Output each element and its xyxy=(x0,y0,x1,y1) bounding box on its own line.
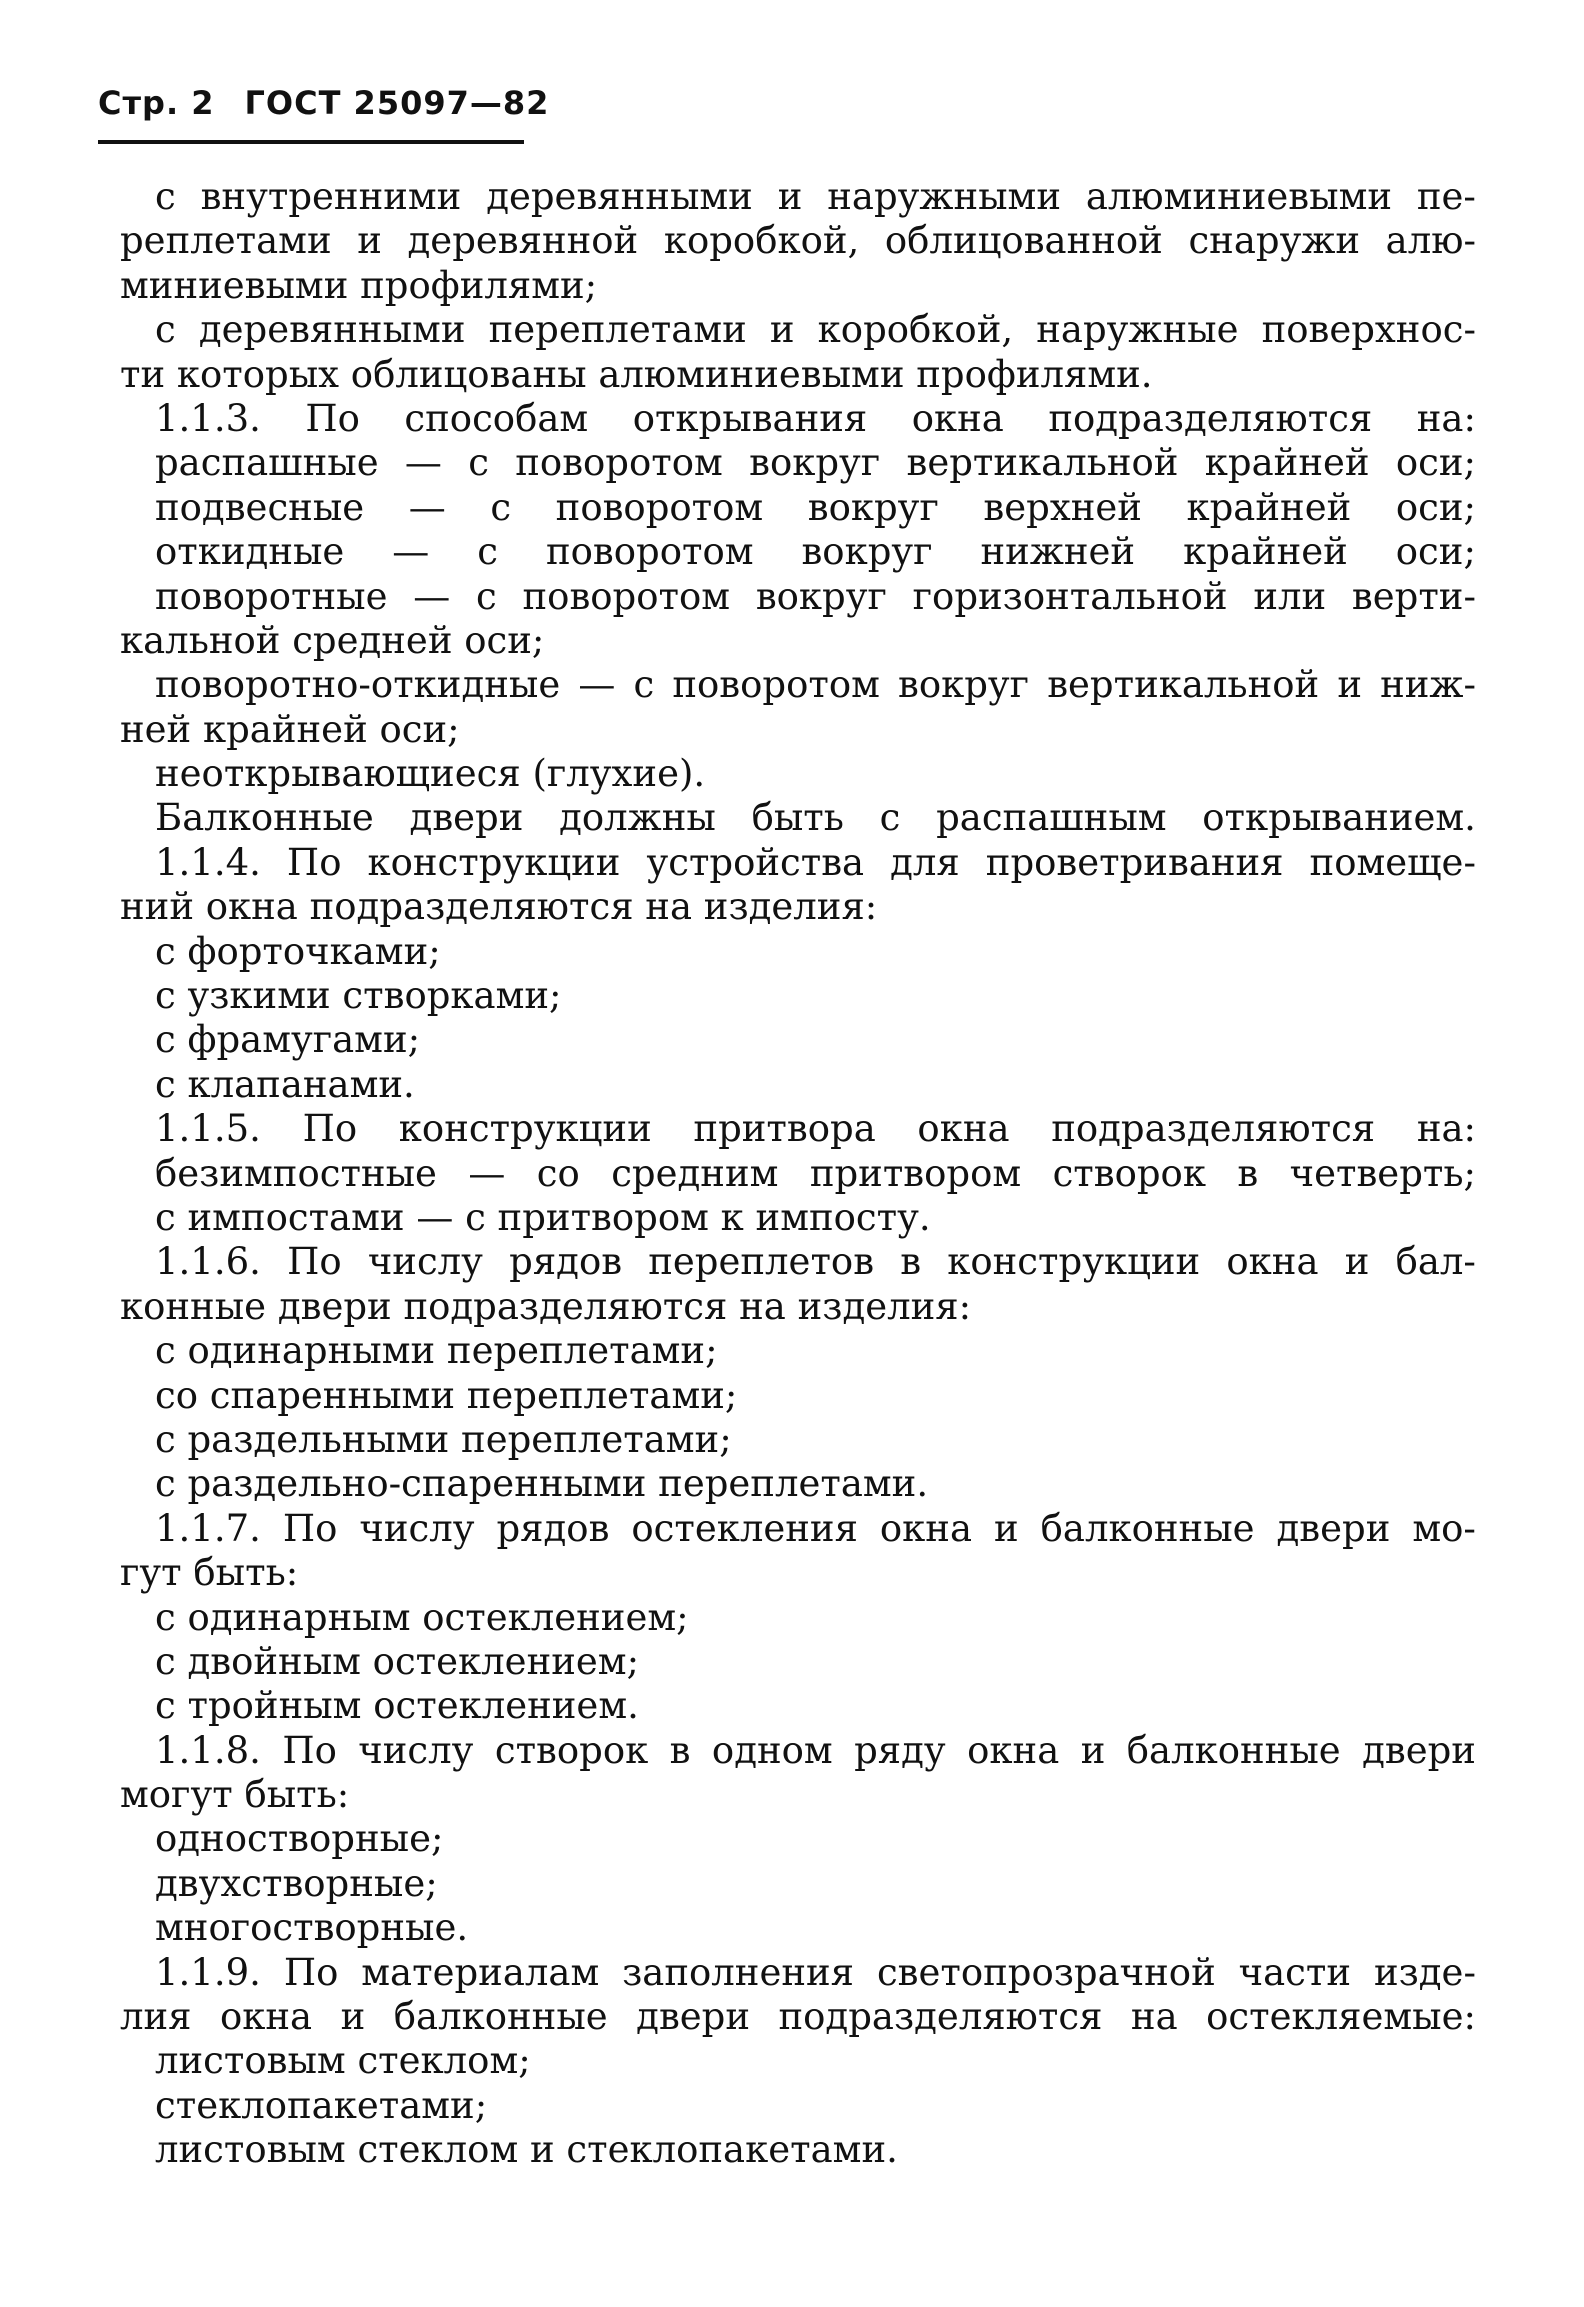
word: оси; xyxy=(1395,530,1476,574)
text-line: листовым стеклом; xyxy=(155,2039,531,2083)
word: — xyxy=(408,485,446,529)
text-line xyxy=(120,441,1476,485)
word: окна xyxy=(911,396,1004,440)
word: остекления xyxy=(631,1506,858,1550)
word: снаружи xyxy=(1188,219,1361,263)
word: балконные xyxy=(1040,1506,1255,1550)
word: с xyxy=(477,530,498,574)
word: подразделяются xyxy=(778,1995,1103,2039)
text-line: ней крайней оси; xyxy=(120,707,460,751)
word: вертикальной xyxy=(1047,663,1320,707)
text-line xyxy=(120,397,1476,441)
word: поворотом xyxy=(545,530,754,574)
word: алю- xyxy=(1385,219,1476,263)
word: или xyxy=(1253,574,1327,618)
word: светопрозрачной xyxy=(876,1950,1216,1994)
text-line xyxy=(120,486,1476,530)
text-line: ти которых облицованы алюминиевыми профилями. xyxy=(120,352,1153,396)
text-line xyxy=(120,308,1476,352)
header-underline xyxy=(98,140,524,144)
text-line xyxy=(120,175,1476,219)
text-line: листовым стеклом и стеклопакетами. xyxy=(155,2128,898,2172)
word: бал- xyxy=(1395,1240,1476,1284)
page-header xyxy=(98,84,549,122)
word: вокруг xyxy=(801,530,933,574)
word: оси; xyxy=(1395,441,1476,485)
word: створок xyxy=(494,1728,649,1772)
word: должны xyxy=(559,796,716,840)
word: способам xyxy=(404,396,589,440)
text-line xyxy=(120,575,1476,619)
word: оси; xyxy=(1395,485,1476,529)
text-line: с одинарными переплетами; xyxy=(155,1329,718,1373)
text-line: со спаренными переплетами; xyxy=(155,1373,738,1417)
word: в xyxy=(1237,1151,1259,1195)
word: притвора xyxy=(693,1107,876,1151)
text-line xyxy=(120,1729,1476,1773)
word: двери xyxy=(1362,1728,1476,1772)
word: поворотом xyxy=(515,441,723,485)
word: — xyxy=(392,530,430,574)
word: и xyxy=(769,308,795,352)
word: и xyxy=(777,175,803,218)
text-line: с раздельно-спаренными переплетами. xyxy=(155,1462,929,1506)
text-line: стеклопакетами; xyxy=(155,2083,488,2127)
word: — xyxy=(413,574,451,618)
text-line: с двойным остеклением; xyxy=(155,1639,640,1683)
word: окна xyxy=(220,1995,313,2039)
word: балконные xyxy=(1126,1728,1341,1772)
word: открыванием. xyxy=(1202,796,1476,840)
word: деревянными xyxy=(198,308,466,352)
word: проветривания xyxy=(985,840,1284,884)
text-line xyxy=(120,663,1476,707)
word: поворотно-откидные xyxy=(155,663,561,707)
text-line: одностворные; xyxy=(155,1817,444,1861)
word: — xyxy=(578,663,616,707)
text-line xyxy=(120,1107,1476,1151)
text-line: кальной средней оси; xyxy=(120,618,545,662)
word: рядов xyxy=(509,1240,623,1284)
word: 1.1.5. xyxy=(155,1107,261,1151)
word: 1.1.9. xyxy=(155,1950,261,1994)
word: коробкой, xyxy=(663,219,860,263)
word: 1.1.6. xyxy=(155,1240,261,1284)
word: наружными xyxy=(827,175,1061,218)
word: облицованной xyxy=(884,219,1163,263)
word: крайней xyxy=(1186,485,1352,529)
word: числу xyxy=(359,1506,475,1550)
text-line: с тройным остеклением. xyxy=(155,1684,639,1728)
text-line: гут быть: xyxy=(120,1551,299,1595)
text-line xyxy=(120,1507,1476,1551)
word: откидные xyxy=(155,530,345,574)
text-line xyxy=(120,1951,1476,1995)
word: безимпостные xyxy=(155,1151,437,1195)
word: переплетами xyxy=(488,308,747,352)
word: подразделяются xyxy=(1048,396,1373,440)
text-line: многостворные. xyxy=(155,1906,469,1950)
text-line xyxy=(120,841,1476,885)
text-line: с импостами — с притвором к импосту. xyxy=(155,1195,931,1239)
word: 1.1.7. xyxy=(155,1506,261,1550)
text-line: ний окна подразделяются на изделия: xyxy=(120,885,878,929)
word: 1.1.4. xyxy=(155,840,261,884)
word: лия xyxy=(120,1995,192,2039)
word: внутренними xyxy=(200,175,462,218)
word: устройства xyxy=(646,840,865,884)
word: вокруг xyxy=(755,574,887,618)
word: со xyxy=(536,1151,580,1195)
word: с xyxy=(633,663,655,707)
word: и xyxy=(1337,663,1362,707)
word: поворотные xyxy=(155,574,388,618)
word: помеще- xyxy=(1309,840,1476,884)
text-line: с раздельными переплетами; xyxy=(155,1417,732,1461)
text-line: с фрамугами; xyxy=(155,1018,421,1062)
word: окна xyxy=(967,1728,1060,1772)
text-line xyxy=(120,1152,1476,1196)
word: вокруг xyxy=(807,485,939,529)
word: конструкции xyxy=(367,840,621,884)
word: ряду xyxy=(854,1728,946,1772)
word: с xyxy=(155,175,176,218)
text-line: могут быть: xyxy=(120,1773,350,1817)
word: вертикальной xyxy=(906,441,1179,485)
word: четверть; xyxy=(1289,1151,1476,1195)
text-line: с форточками; xyxy=(155,929,441,973)
word: заполнения xyxy=(622,1950,855,1994)
word: По xyxy=(282,1506,338,1550)
word: в xyxy=(900,1240,922,1284)
word: с xyxy=(476,574,497,618)
word: нижней xyxy=(980,530,1136,574)
word: распашным xyxy=(936,796,1167,840)
text-line xyxy=(120,219,1476,263)
word: По xyxy=(305,396,360,440)
word: окна xyxy=(1226,1240,1319,1284)
word: подвесные xyxy=(155,485,365,529)
word: для xyxy=(890,840,960,884)
word: изде- xyxy=(1373,1950,1476,1994)
word: деревянными xyxy=(486,175,753,218)
word: числу xyxy=(367,1240,483,1284)
word: в xyxy=(669,1728,691,1772)
word: крайней xyxy=(1204,441,1370,485)
word: конструкции xyxy=(947,1240,1201,1284)
word: балконные xyxy=(393,1995,608,2039)
word: ниж- xyxy=(1380,663,1476,707)
word: 1.1.3. xyxy=(155,396,261,440)
text-line: двухстворные; xyxy=(155,1861,438,1905)
word: верхней xyxy=(983,485,1142,529)
word: — xyxy=(468,1151,506,1195)
word: поворотом xyxy=(672,663,880,707)
word: алюминиевыми xyxy=(1085,175,1393,218)
word: мо- xyxy=(1412,1506,1476,1550)
word: числу xyxy=(358,1728,474,1772)
word: на: xyxy=(1416,1107,1476,1151)
word: двери xyxy=(409,796,524,840)
text-line: миниевыми профилями; xyxy=(120,263,598,307)
word: По xyxy=(302,1107,358,1151)
word: подразделяются xyxy=(1051,1107,1376,1151)
page-number: Стр. 2 xyxy=(98,84,215,122)
word: крайней xyxy=(1183,530,1348,574)
word: с xyxy=(490,485,512,529)
word: Балконные xyxy=(155,796,374,840)
word: части xyxy=(1238,1950,1352,1994)
word: По xyxy=(283,1950,339,1994)
word: коробкой, xyxy=(817,308,1014,352)
word: верти- xyxy=(1351,574,1476,618)
word: По xyxy=(282,1728,337,1772)
word: поворотом xyxy=(555,485,764,529)
word: наружные xyxy=(1036,308,1239,352)
word: открывания xyxy=(632,396,868,440)
document-body xyxy=(120,175,1476,2173)
text-line: неоткрывающиеся (глухие). xyxy=(155,752,706,796)
text-line: с узкими створками; xyxy=(155,974,562,1018)
word: реплетами xyxy=(120,219,332,263)
standard-code: ГОСТ 25097—82 xyxy=(244,84,550,122)
word: окна xyxy=(879,1506,973,1550)
word: на: xyxy=(1416,396,1476,440)
word: 1.1.8. xyxy=(155,1728,261,1772)
word: вокруг xyxy=(749,441,881,485)
word: двери xyxy=(636,1995,751,2039)
word: материалам xyxy=(361,1950,600,1994)
word: — xyxy=(404,441,442,485)
word: переплетов xyxy=(648,1240,875,1284)
word: с xyxy=(879,796,901,840)
word: двери xyxy=(1276,1506,1391,1550)
text-line xyxy=(120,796,1476,840)
word: распашные xyxy=(155,441,379,485)
word: вокруг xyxy=(898,663,1030,707)
text-line: с клапанами. xyxy=(155,1062,415,1106)
text-line xyxy=(120,1240,1476,1284)
word: горизонтальной xyxy=(912,574,1228,618)
word: рядов xyxy=(496,1506,610,1550)
word: и xyxy=(1344,1240,1370,1284)
word: и xyxy=(340,1995,366,2039)
word: створок xyxy=(1052,1151,1206,1195)
word: с xyxy=(468,441,489,485)
word: одном xyxy=(711,1728,833,1772)
text-line xyxy=(120,1995,1476,2039)
word: на xyxy=(1130,1995,1178,2039)
word: окна xyxy=(917,1107,1010,1151)
text-line: с одинарным остеклением; xyxy=(155,1595,689,1639)
word: конструкции xyxy=(398,1107,652,1151)
word: По xyxy=(287,1240,342,1284)
word: поворотом xyxy=(522,574,731,618)
word: и xyxy=(994,1506,1019,1550)
word: остекляемые: xyxy=(1206,1995,1476,2039)
text-line xyxy=(120,530,1476,574)
text-line: конные двери подразделяются на изделия: xyxy=(120,1284,972,1328)
word: с xyxy=(155,308,176,352)
word: деревянной xyxy=(407,219,639,263)
word: пе- xyxy=(1416,175,1476,218)
word: средним xyxy=(611,1151,779,1195)
word: По xyxy=(286,840,342,884)
word: поверхнос- xyxy=(1261,308,1476,352)
word: притвором xyxy=(809,1151,1022,1195)
word: и xyxy=(1080,1728,1106,1772)
word: и xyxy=(357,219,382,263)
word: быть xyxy=(751,796,844,840)
